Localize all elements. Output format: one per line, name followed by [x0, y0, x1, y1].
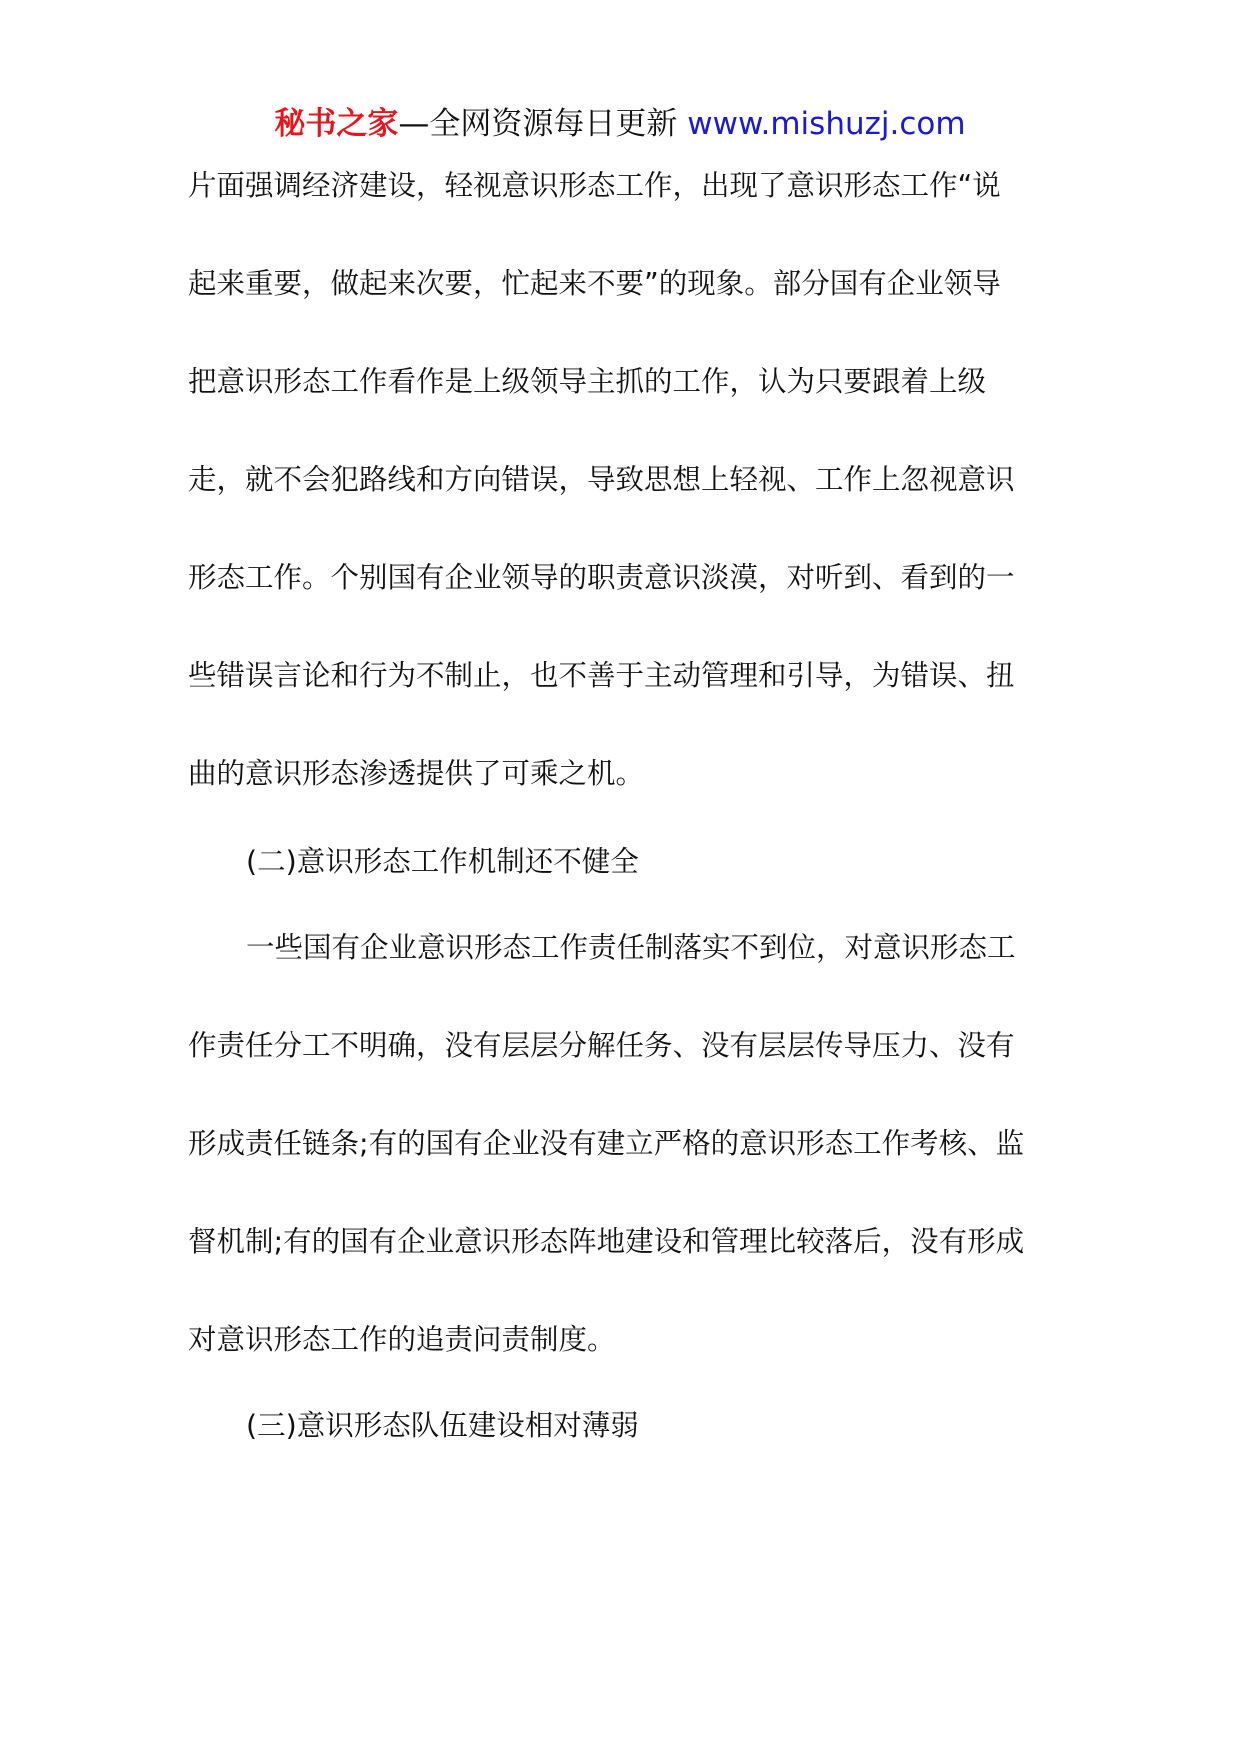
paragraph-line: 曲的意识形态渗透提供了可乘之机。	[188, 757, 645, 790]
paragraph-line: 起来重要，做起来次要，忙起来不要”的现象。部分国有企业领导	[188, 267, 1001, 300]
section-heading: (二)意识形态工作机制还不健全	[246, 845, 639, 878]
paragraph-line: 对意识形态工作的追责问责制度。	[188, 1323, 616, 1356]
paragraph-line: 些错误言论和行为不制止，也不善于主动管理和引导，为错误、扭	[188, 659, 1015, 692]
section-heading: (三)意识形态队伍建设相对薄弱	[246, 1409, 639, 1442]
site-url-link[interactable]: www.mishuzj.com	[687, 106, 966, 142]
paragraph-line: 形成责任链条;有的国有企业没有建立严格的意识形态工作考核、监	[188, 1127, 1025, 1160]
paragraph-line: 一些国有企业意识形态工作责任制落实不到位，对意识形态工	[246, 931, 1016, 964]
paragraph-line: 片面强调经济建设，轻视意识形态工作，出现了意识形态工作“说	[188, 169, 1001, 202]
paragraph-line: 把意识形态工作看作是上级领导主抓的工作，认为只要跟着上级	[188, 365, 987, 398]
paragraph-line: 督机制;有的国有企业意识形态阵地建设和管理比较落后，没有形成	[188, 1225, 1025, 1258]
paragraph-line: 作责任分工不明确，没有层层分解任务、没有层层传导压力、没有	[188, 1029, 1015, 1062]
paragraph-line: 形态工作。个别国有企业领导的职责意识淡漠，对听到、看到的一	[188, 561, 1015, 594]
paragraph-line: 走，就不会犯路线和方向错误，导致思想上轻视、工作上忽视意识	[188, 463, 1015, 496]
site-header	[0, 100, 1240, 148]
site-tagline: —全网资源每日更新	[398, 106, 688, 142]
site-brand: 秘书之家	[274, 106, 399, 142]
